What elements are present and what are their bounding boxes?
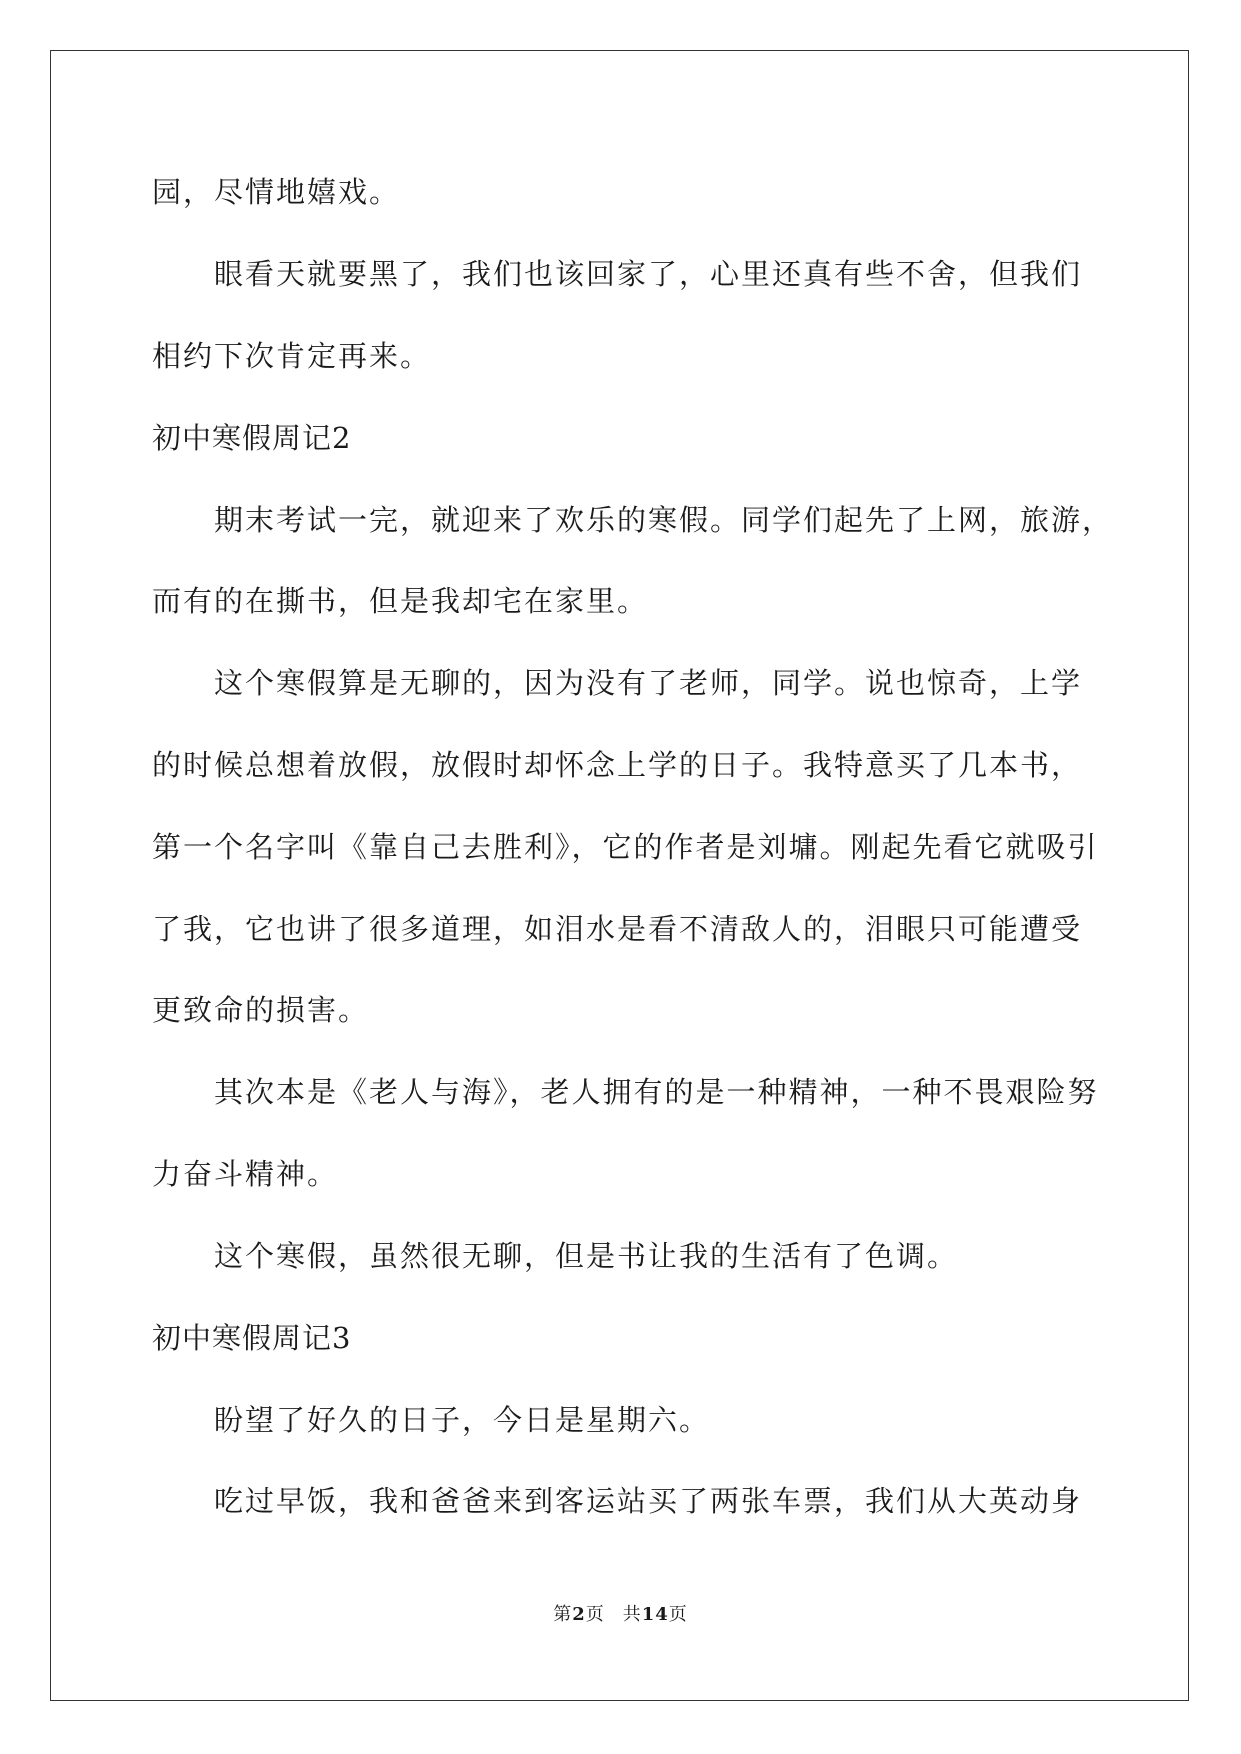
- text-line: 期末考试一完，就迎来了欢乐的寒假。同学们起先了上网，旅游，: [214, 503, 1114, 537]
- footer-prefix: 第: [553, 1604, 573, 1625]
- section-heading: 初中寒假周记3: [152, 1321, 352, 1355]
- footer-total-prefix: 共: [622, 1604, 642, 1625]
- text-line: 吃过早饭，我和爸爸来到客运站买了两张车票，我们从大英动身: [214, 1484, 1083, 1518]
- text-line: 了我，它也讲了很多道理，如泪水是看不清敌人的，泪眼只可能遭受: [152, 912, 1083, 946]
- text-line: 其次本是《老人与海》，老人拥有的是一种精神，一种不畏艰险努: [214, 1075, 1099, 1109]
- current-page-number: 2: [572, 1604, 586, 1625]
- text-line: 这个寒假，虽然很无聊，但是书让我的生活有了色调。: [214, 1239, 959, 1273]
- text-line: 这个寒假算是无聊的，因为没有了老师，同学。说也惊奇，上学: [214, 666, 1083, 700]
- text-line: 更致命的损害。: [152, 993, 370, 1027]
- footer-total-word: 页: [668, 1604, 688, 1625]
- footer-page-word: 页: [585, 1604, 605, 1625]
- total-pages-number: 14: [641, 1604, 669, 1625]
- text-line: 盼望了好久的日子，今日是星期六。: [214, 1403, 711, 1437]
- text-line: 园，尽情地嬉戏。: [152, 175, 401, 209]
- section-heading: 初中寒假周记2: [152, 421, 352, 455]
- text-line: 力奋斗精神。: [152, 1157, 339, 1191]
- text-line: 的时候总想着放假，放假时却怀念上学的日子。我特意买了几本书，: [152, 748, 1083, 782]
- page-frame: [50, 50, 1189, 1701]
- text-line: 相约下次肯定再来。: [152, 339, 432, 373]
- text-line: 第一个名字叫《靠自己去胜利》，它的作者是刘墉。刚起先看它就吸引: [152, 830, 1099, 864]
- page-footer: [0, 1603, 1241, 1627]
- text-line: 而有的在撕书，但是我却宅在家里。: [152, 584, 649, 618]
- text-line: 眼看天就要黑了，我们也该回家了，心里还真有些不舍，但我们: [214, 257, 1083, 291]
